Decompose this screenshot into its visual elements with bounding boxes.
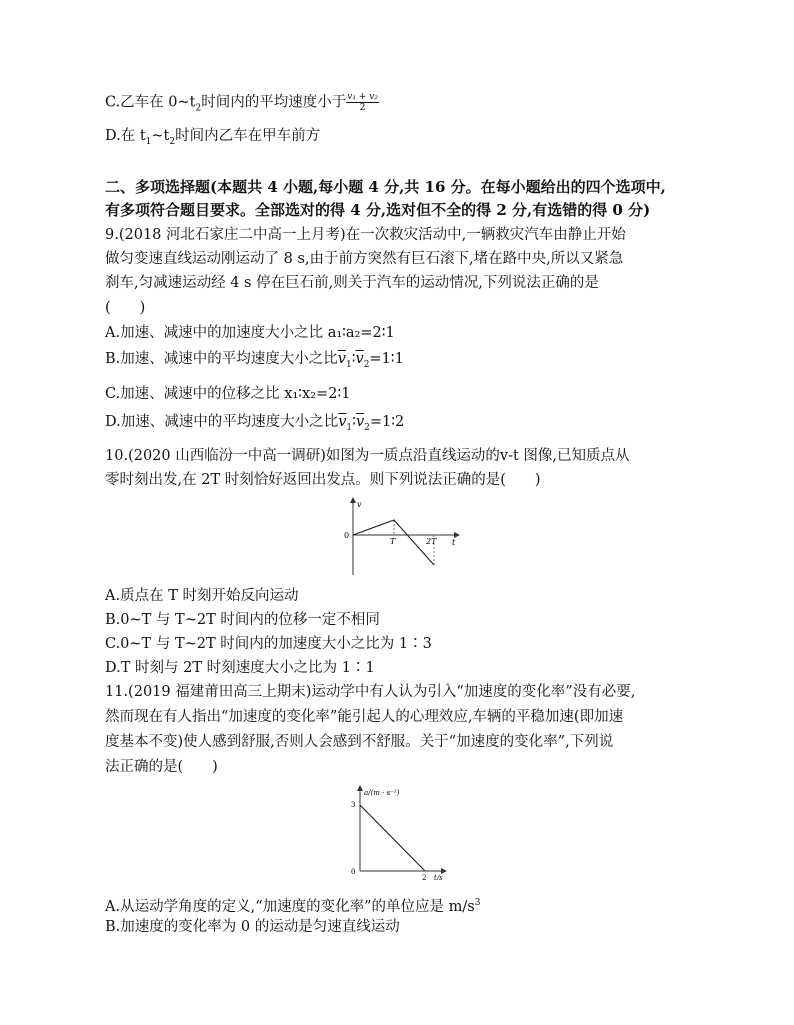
q11-at-graph xyxy=(342,785,452,880)
q8-fraction-num: v₁ + v₂ xyxy=(347,92,378,102)
q8-option-c-mid: 时间内的平均速度小于 xyxy=(201,94,347,111)
q9-stem-line3: 刹车,匀减速运动经 4 s 停在巨石前,则关于汽车的运动情况,下列说法正确的是 xyxy=(105,275,599,291)
q9-option-d-vbar2: $\overline{v}$ xyxy=(355,414,365,430)
q9-stem-line2: 做匀变速直线运动刚运动了 8 s,由于前方突然有巨石滚下,堵在路中央,所以又紧急 xyxy=(105,251,624,267)
q11-stem-line4: 法正确的是( ) xyxy=(105,759,218,775)
q11-x-label: t/s xyxy=(434,874,443,880)
q9-option-d-suffix: =1∶2 xyxy=(369,414,405,430)
q11-x-tick: 2 xyxy=(422,874,427,880)
q11-y-label: a/(m · s⁻²) xyxy=(364,789,400,797)
q9-option-a: A.加速、减速中的加速度大小之比 a₁∶a₂=2∶1 xyxy=(105,325,395,341)
q9-option-b: B.加速、减速中的平均速度大小之比$\overline{v}_1∶\overline{v}_2=1∶1$ xyxy=(105,351,404,370)
q9-option-d-ratio: ∶ xyxy=(352,414,356,430)
q9-stem-line1: 9.(2018 河北石家庄二中高一上月考)在一次救灾活动中,一辆救灾汽车由静止开始 xyxy=(105,227,626,243)
q11-at-line xyxy=(360,805,425,871)
section2-header-line1: 二、多项选择题(本题共 4 小题,每小题 4 分,共 16 分。在每小题给出的四个选项中, xyxy=(105,178,666,196)
q11-option-a-sup: 3 xyxy=(474,898,481,908)
q8-fraction xyxy=(346,92,379,113)
q10-stem-line1: 10.(2020 山西临汾一中高一调研)如图为一质点沿直线运动的v-t 图像,已知质点从 xyxy=(105,448,630,464)
q8-option-d-suffix: 时间内乙车在甲车前方 xyxy=(175,128,321,144)
q10-stem-line2: 零时刻出发,在 2T 时刻恰好返回出发点。则下列说法正确的是( ) xyxy=(105,472,541,488)
q10-vt-graph xyxy=(340,497,460,577)
q9-option-d-vbar1: $\overline{v}$ xyxy=(338,414,347,430)
q11-option-a xyxy=(105,893,480,917)
q9-option-d: D.加速、减速中的平均速度大小之比$\overline{v}_1∶\overline{v}_2=1∶2$ xyxy=(105,414,405,433)
q11-stem-line2: 然而现在有人指出“加速度的变化率”能引起人的心理效应,车辆的平稳加速(即加速 xyxy=(105,709,624,725)
q8-option-d-sub1: 1 xyxy=(145,136,152,147)
q8-option-d-mid: ~t xyxy=(151,128,170,144)
q9-option-b-suffix: =1∶1 xyxy=(369,351,404,367)
q8-option-c-prefix: C.乙车在 0~t xyxy=(105,94,196,111)
q9-option-c: C.加速、减速中的位移之比 x₁∶x₂=2∶1 xyxy=(105,386,351,402)
q9-option-b-prefix: B.加速、减速中的平均速度大小之比 xyxy=(105,351,338,367)
q10-option-c: C.0~T 与 T~2T 时间内的加速度大小之比为 1∶3 xyxy=(105,636,432,652)
q8-option-d-sub2: 2 xyxy=(169,136,176,147)
q8-option-d xyxy=(105,126,320,152)
q9-answer-blank: ( ) xyxy=(105,300,146,316)
q10-option-b: B.0~T 与 T~2T 时间内的位移一定不相同 xyxy=(105,612,380,628)
q9-option-b-ratio: ∶ xyxy=(351,351,356,367)
q11-option-b: B.加速度的变化率为 0 的运动是匀速直线运动 xyxy=(105,919,400,935)
q8-option-d-prefix: D.在 t xyxy=(105,128,146,144)
section2-header-line2: 有多项符合题目要求。全部选对的得 4 分,选对但不全的得 2 分,有选错的得 0 分) xyxy=(105,201,651,219)
q9-option-b-vbar2: $\overline{v}$ xyxy=(355,351,364,367)
q8-option-c xyxy=(105,92,379,118)
q9-option-b-vbar1: $\overline{v}$ xyxy=(337,351,346,367)
q10-origin-label: 0 xyxy=(344,531,350,540)
q11-stem-line3: 度基本不变)使人感到舒服,否则人会感到不舒服。关于“加速度的变化率”,下列说 xyxy=(105,734,614,750)
q10-tick-2T: 2T xyxy=(426,537,437,546)
q10-y-label: v xyxy=(357,500,362,509)
q10-option-a: A.质点在 T 时刻开始反向运动 xyxy=(105,588,299,604)
q8-fraction-den: 2 xyxy=(359,103,366,113)
q11-option-a-text: A.从运动学角度的定义,“加速度的变化率”的单位应是 m/s xyxy=(105,898,475,915)
q10-x-label: t xyxy=(452,538,456,547)
q10-tick-T: T xyxy=(390,537,396,546)
q10-option-d: D.T 时刻与 2T 时刻速度大小之比为 1∶1 xyxy=(105,660,375,676)
q11-y-tick: 3 xyxy=(351,801,356,809)
q11-stem-line1: 11.(2019 福建莆田高三上期末)运动学中有人认为引入“加速度的变化率”没有必要, xyxy=(105,684,636,700)
q9-option-d-prefix: D.加速、减速中的平均速度大小之比 xyxy=(105,414,339,430)
q11-origin-label: 0 xyxy=(351,868,356,876)
q8-option-c-sub: 2 xyxy=(195,103,202,114)
